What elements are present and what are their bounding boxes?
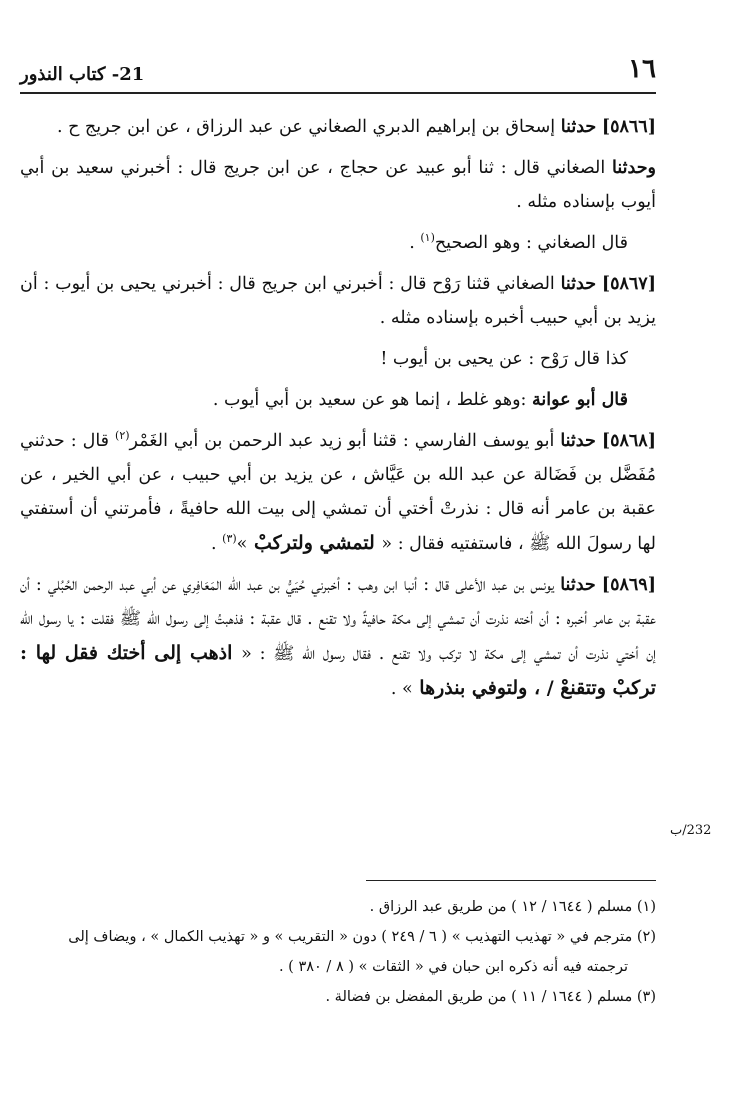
- narration-lead: حدثنا: [560, 575, 596, 595]
- comment-saghani: [20, 226, 656, 260]
- quote-close: »: [236, 534, 248, 554]
- narration-text: الصغاني قال : ثنا أبو عبيد عن حجاج ، عن ابن جريج قال : أخبرني سعيد بن أبي أيوب بإسناده مثله .: [20, 158, 656, 212]
- narration-lead: حدثنا: [560, 117, 597, 137]
- footnote-ref-2[interactable]: (٢): [115, 429, 130, 443]
- book-title: 21- كتاب النذور: [20, 64, 145, 85]
- footnote-1: (١) مسلم ( ١٦٤٤ / ١٢ ) من طريق عبد الرزاق .: [369, 899, 656, 915]
- hadith-5866: [20, 110, 656, 144]
- comment-abu-awana: [20, 383, 656, 417]
- footnote-divider: [366, 880, 656, 881]
- footnotes: [20, 892, 656, 1012]
- comment-lead: قال أبو عوانة: [532, 390, 628, 410]
- hadith-5869: [20, 568, 656, 706]
- narration-lead: حدثنا: [560, 274, 597, 294]
- prophetic-saying: لتمشي ولتركبْ: [247, 532, 382, 554]
- narration-text: يونس بن عبد الأعلى قال : أنبا ابن وهب : أخبرني حُيَيُّ بن عبد الله المَعَافِري عن أبي عبد الرحمن الحُبُلي : أن عقبة بن عامر أخبره : أن أخته نذرت أن تمشي إلى مكة حافيةً ولا تقنع . قال عقبة : فذهبتُ إلى رسول الله ﷺ فقلت : يا رسول الله إن أختي نذرت أن تمشي إلى مكة لا تركب ولا تقنع . فقال رسول الله ﷺ : «: [20, 575, 657, 664]
- footnote-2-continuation: ترجمته فيه أنه ذكره ابن حبان في « الثقات » ( ٨ / ٣٨٠ ) .: [278, 959, 628, 975]
- narration-tail: .: [211, 534, 223, 554]
- hadith-body: [20, 110, 656, 713]
- narration-text-cont: قال : حدثني مُفَضَّل بن فَضَالة عن عبد الله بن عَيَّاش ، عن يزيد بن أبي حبيب ، عن أبي الخير ، عن عقبة بن عامر أنه قال : نذرتْ أختي أن تمشي إلى بيت الله حافيةً ، فأمرتني أن أستفتي لها رسولَ الله ﷺ ، فاستفتيه فقال : «: [20, 431, 656, 554]
- manuscript-folio-note: 232/ب: [670, 823, 712, 838]
- hadith-5867: [20, 267, 656, 335]
- narration-tail: .: [390, 679, 402, 699]
- comment-text: قال الصغاني : وهو الصحيح: [434, 233, 628, 253]
- hadith-number: [٥٨٦٧]: [601, 274, 656, 294]
- page-number: ١٦: [628, 54, 656, 84]
- narration-lead: حدثنا: [560, 431, 596, 451]
- comment-text: كذا قال رَوْح : عن يحيى بن أيوب !: [380, 349, 628, 369]
- narration-lead: وحدثنا: [612, 158, 656, 178]
- chain-alternate: [20, 151, 656, 219]
- footnote-ref-3[interactable]: (٣): [222, 532, 237, 546]
- comment-tail: .: [409, 233, 421, 253]
- narration-text: الصغاني قثنا رَوْح قال : أخبرني ابن جريج قال : أخبرني يحيى بن أيوب : أن يزيد بن أبي حبيب أخبره بإسناده مثله .: [20, 274, 656, 328]
- prophetic-saying: اذهب إلى أختك فقل لها : تركبْ وتتقنعْ / ، ولتوفي بنذرها: [20, 642, 656, 699]
- page-header: [20, 52, 656, 94]
- footnote-3: (٣) مسلم ( ١٦٤٤ / ١١ ) من طريق المفضل بن فضالة .: [325, 989, 656, 1005]
- footnote-2: (٢) مترجم في « تهذيب التهذيب » ( ٦ / ٢٤٩ ) دون « التقريب » و « تهذيب الكمال » ، ويضاف إلى: [68, 929, 656, 945]
- comment-text: :وهو غلط ، إنما هو عن سعيد بن أبي أيوب .: [212, 390, 527, 410]
- narration-text: أبو يوسف الفارسي : قثنا أبو زيد عبد الرحمن بن أبي الغَمْر: [129, 431, 555, 451]
- hadith-5868: [20, 424, 656, 561]
- narration-text: إسحاق بن إبراهيم الدبري الصغاني عن عبد الرزاق ، عن ابن جريج ح .: [56, 117, 556, 137]
- footnote-ref-1[interactable]: (١): [420, 231, 435, 245]
- hadith-number: [٥٨٦٦]: [601, 117, 656, 137]
- hadith-number: [٥٨٦٨]: [601, 431, 656, 451]
- quote-close: »: [401, 679, 413, 699]
- hadith-number: [٥٨٦٩]: [601, 575, 656, 595]
- comment-rawh: [20, 342, 656, 376]
